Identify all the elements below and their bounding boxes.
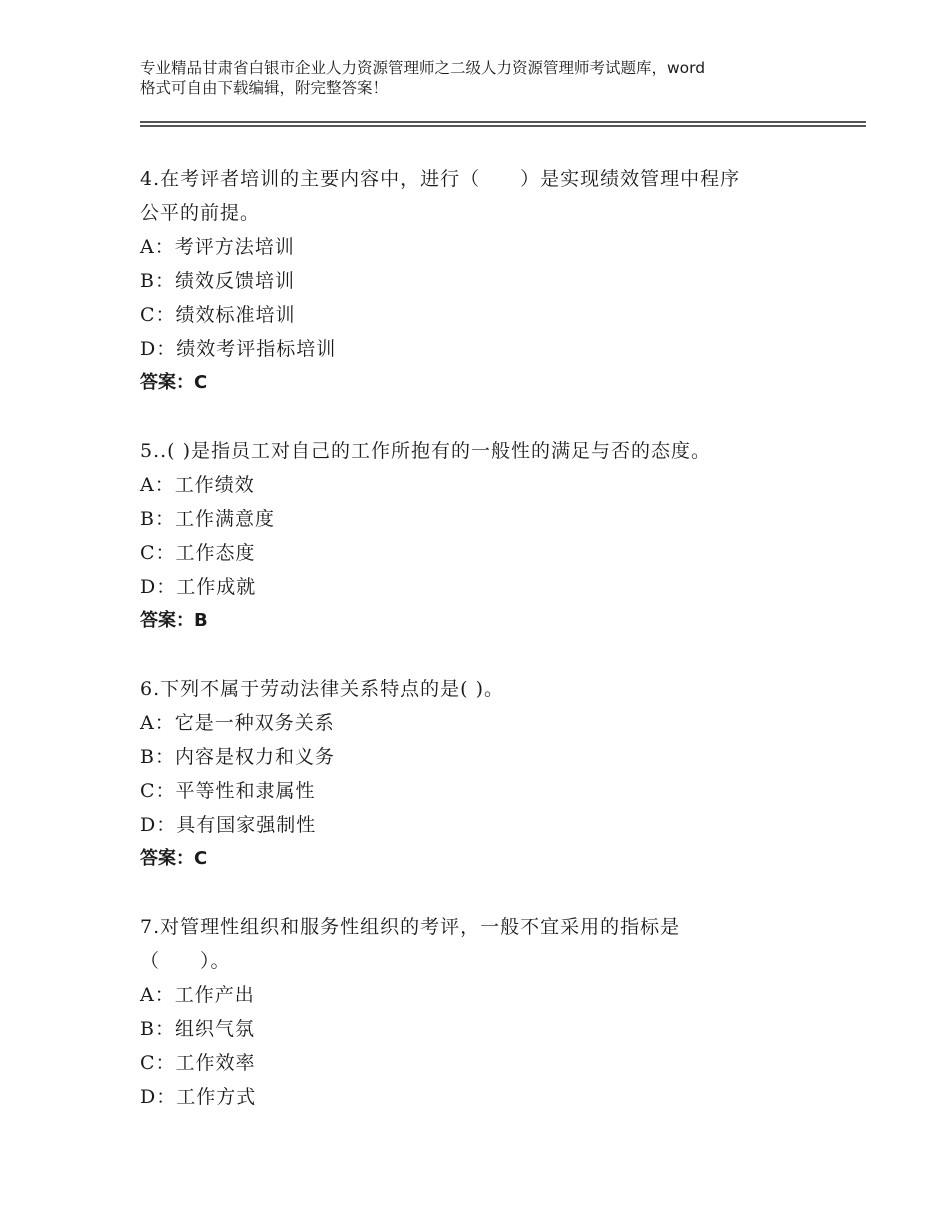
option-d: D：具有国家强制性 [140,814,317,836]
question-list [140,162,840,1114]
option-b: B：内容是权力和义务 [140,746,335,768]
option-d: D：绩效考评指标培训 [140,338,337,360]
option-c: C：绩效标准培训 [140,304,296,326]
option-c: C：工作态度 [140,542,256,564]
option-a: A：工作绩效 [140,474,255,496]
option-a: A：它是一种双务关系 [140,712,335,734]
question-stem: 公平的前提。 [140,202,261,224]
option-c: C：平等性和隶属性 [140,780,316,802]
question-stem: 6.下列不属于劳动法律关系特点的是( )。 [140,678,504,700]
question-stem: 4.在考评者培训的主要内容中，进行（ ）是实现绩效管理中程序 [140,168,741,190]
question-stem: 5..( )是指员工对自己的工作所抱有的一般性的满足与否的态度。 [140,440,712,462]
option-c: C：工作效率 [140,1052,256,1074]
option-b: B：工作满意度 [140,508,275,530]
option-a: A：考评方法培训 [140,236,295,258]
option-b: B：绩效反馈培训 [140,270,295,292]
header-line-1: 专业精品甘肃省白银市企业人力资源管理师之二级人力资源管理师考试题库，word [140,59,706,77]
header-line-2: 格式可自由下载编辑，附完整答案！ [140,79,389,97]
option-a: A：工作产出 [140,984,255,1006]
document-header [140,58,840,98]
header-rule-top [140,121,866,123]
answer: 答案：C [140,848,208,869]
option-d: D：工作方式 [140,1086,257,1108]
question-stem: （ ）。 [140,950,231,972]
question-7 [140,910,840,1114]
question-4 [140,162,840,400]
question-5 [140,434,840,638]
header-rule-bottom [140,125,866,127]
option-d: D：工作成就 [140,576,257,598]
answer: 答案：C [140,372,208,393]
question-6 [140,672,840,876]
option-b: B：组织气氛 [140,1018,255,1040]
answer: 答案：B [140,610,208,631]
question-stem: 7.对管理性组织和服务性组织的考评，一般不宜采用的指标是 [140,916,681,938]
